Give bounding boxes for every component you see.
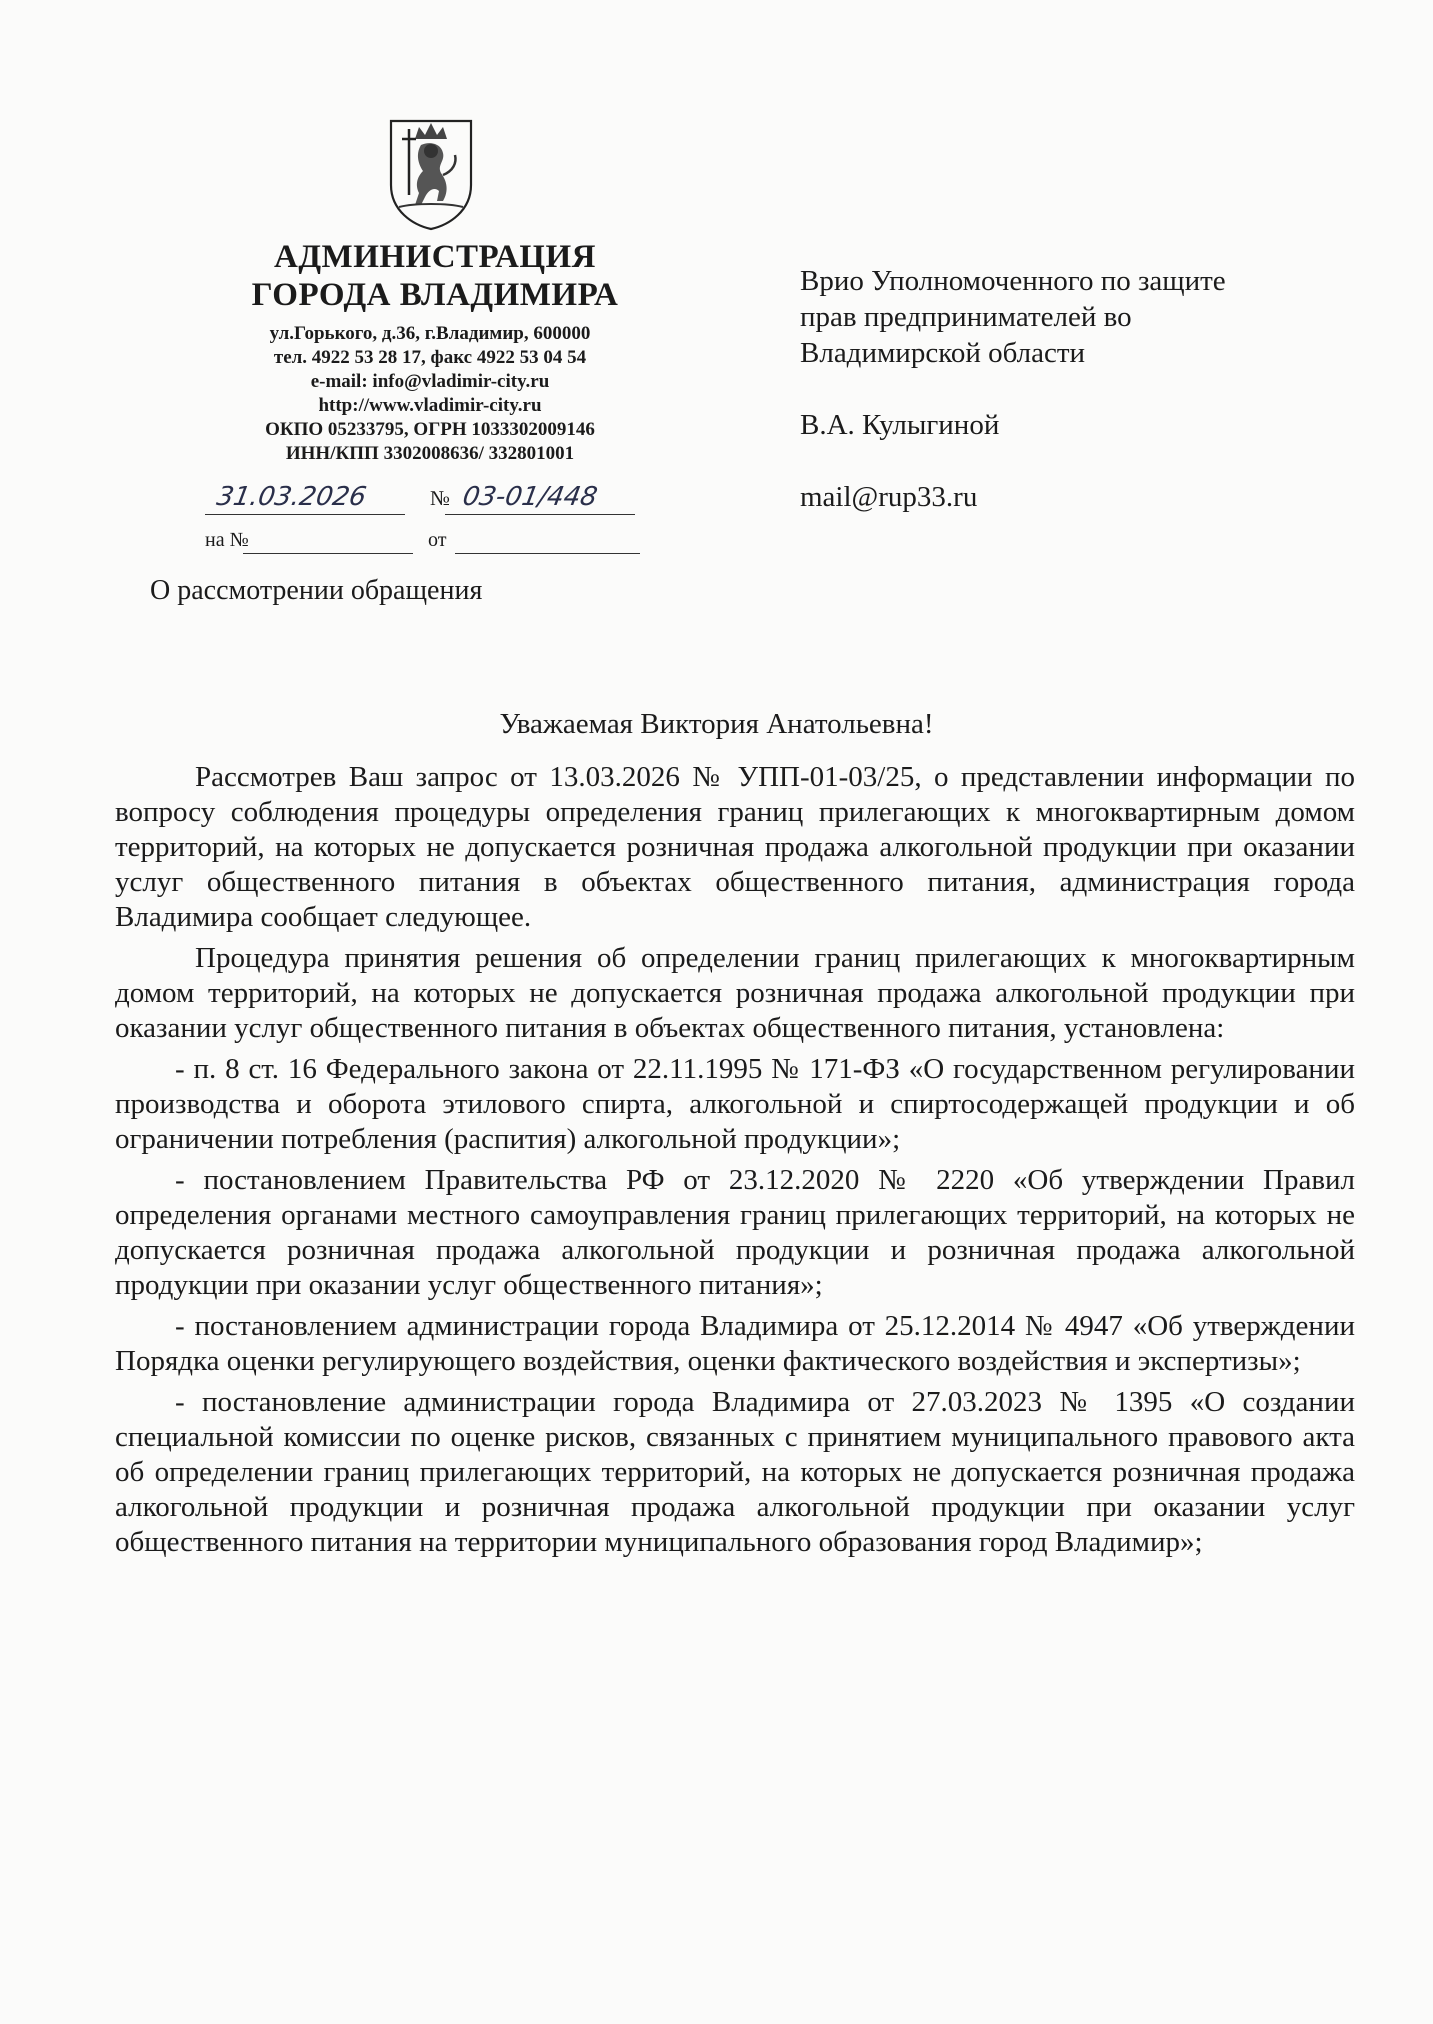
addressee-block xyxy=(800,263,1360,515)
org-email: e-mail: info@vladimir-city.ru xyxy=(310,371,550,392)
org-line-2: ГОРОДА ВЛАДИМИРА xyxy=(251,277,619,313)
registration-date: 31.03.2026 xyxy=(214,482,369,512)
addressee-email: mail@rup33.ru xyxy=(800,481,978,513)
legal-basis-item: - постановлением Правительства РФ от 23.12.2020 № 2220 «Об утверждении Правил определения органами местного самоуправления границ прилегающих территорий, на которых не допускается розничная продажа алкогольной продукции и розничная продажа алкогольной продукции при оказании услуг общественного питания»; xyxy=(115,1164,1355,1301)
registration-line xyxy=(205,482,635,518)
org-okpo: ОКПО 05233795, ОГРН 1033302009146 xyxy=(265,419,595,440)
addressee-line-2: прав предпринимателей во xyxy=(800,301,1132,333)
body-paragraph: Процедура принятия решения об определении границ прилегающих к многоквартирным домом территорий, на которых не допускается розничная продажа алкогольной продукции при оказании услуг общественного питания в объектах общественного питания, установлена: xyxy=(115,942,1355,1044)
org-inn: ИНН/КПП 3302008636/ 332801001 xyxy=(285,443,575,464)
reference-number-blank xyxy=(243,553,413,554)
addressee-line-1: Врио Уполномоченного по защите xyxy=(800,265,1226,297)
registration-number-label: № xyxy=(430,486,451,510)
reference-date-blank xyxy=(455,553,640,554)
letter-body xyxy=(115,760,1355,1566)
legal-basis-item: - п. 8 ст. 16 Федерального закона от 22.11.1995 № 171-ФЗ «О государственном регулировании производства и оборота этилового спирта, алкогольной и спиртосодержащей продукции и об ограничении потребления (распития) алкогольной продукции»; xyxy=(115,1053,1355,1155)
body-paragraph: Рассмотрев Ваш запрос от 13.03.2026 № УПП-01-03/25, о представлении информации по вопросу соблюдения процедуры определения границ прилегающих к многоквартирным домом территорий, на которых не допускается розничная продажа алкогольной продукции при оказании услуг общественного питания в объектах общественного питания, администрация города Владимира сообщает следующее. xyxy=(115,761,1355,933)
registration-number: 03-01/448 xyxy=(460,482,600,512)
coat-of-arms-icon xyxy=(385,115,477,233)
letter-subject: О рассмотрении обращения xyxy=(150,575,483,606)
org-line-1: АДМИНИСТРАЦИЯ xyxy=(274,239,596,275)
org-address: ул.Горького, д.36, г.Владимир, 600000 xyxy=(269,323,591,344)
org-website: http://www.vladimir-city.ru xyxy=(318,395,542,416)
organization-requisites xyxy=(190,322,670,466)
org-phone: тел. 4922 53 28 17, факс 4922 53 04 54 xyxy=(273,347,587,368)
number-underline xyxy=(445,514,635,515)
addressee-name: В.А. Кулыгиной xyxy=(800,409,1000,441)
reference-number-label: на № xyxy=(205,529,249,551)
addressee-line-3: Владимирской области xyxy=(800,337,1086,369)
legal-basis-item: - постановление администрации города Владимира от 27.03.2023 № 1395 «О создании специальной комиссии по оценке рисков, связанных с принятием муниципального правового акта об определении границ прилегающих территорий, на которых не допускается розничная продажа алкогольной продукции и розничная продажа алкогольной продукции при оказании услуг общественного питания на территории муниципального образования город Владимир»; xyxy=(115,1386,1355,1558)
date-underline xyxy=(205,514,405,515)
salutation: Уважаемая Виктория Анатольевна! xyxy=(499,708,934,740)
reference-from-label: от xyxy=(428,529,447,551)
reference-line xyxy=(205,525,645,561)
organization-name xyxy=(165,238,705,314)
legal-basis-item: - постановлением администрации города Владимира от 25.12.2014 № 4947 «Об утверждении Порядка оценки регулирующего воздействия, оценки фактического воздействия и экспертизы»; xyxy=(115,1310,1355,1377)
